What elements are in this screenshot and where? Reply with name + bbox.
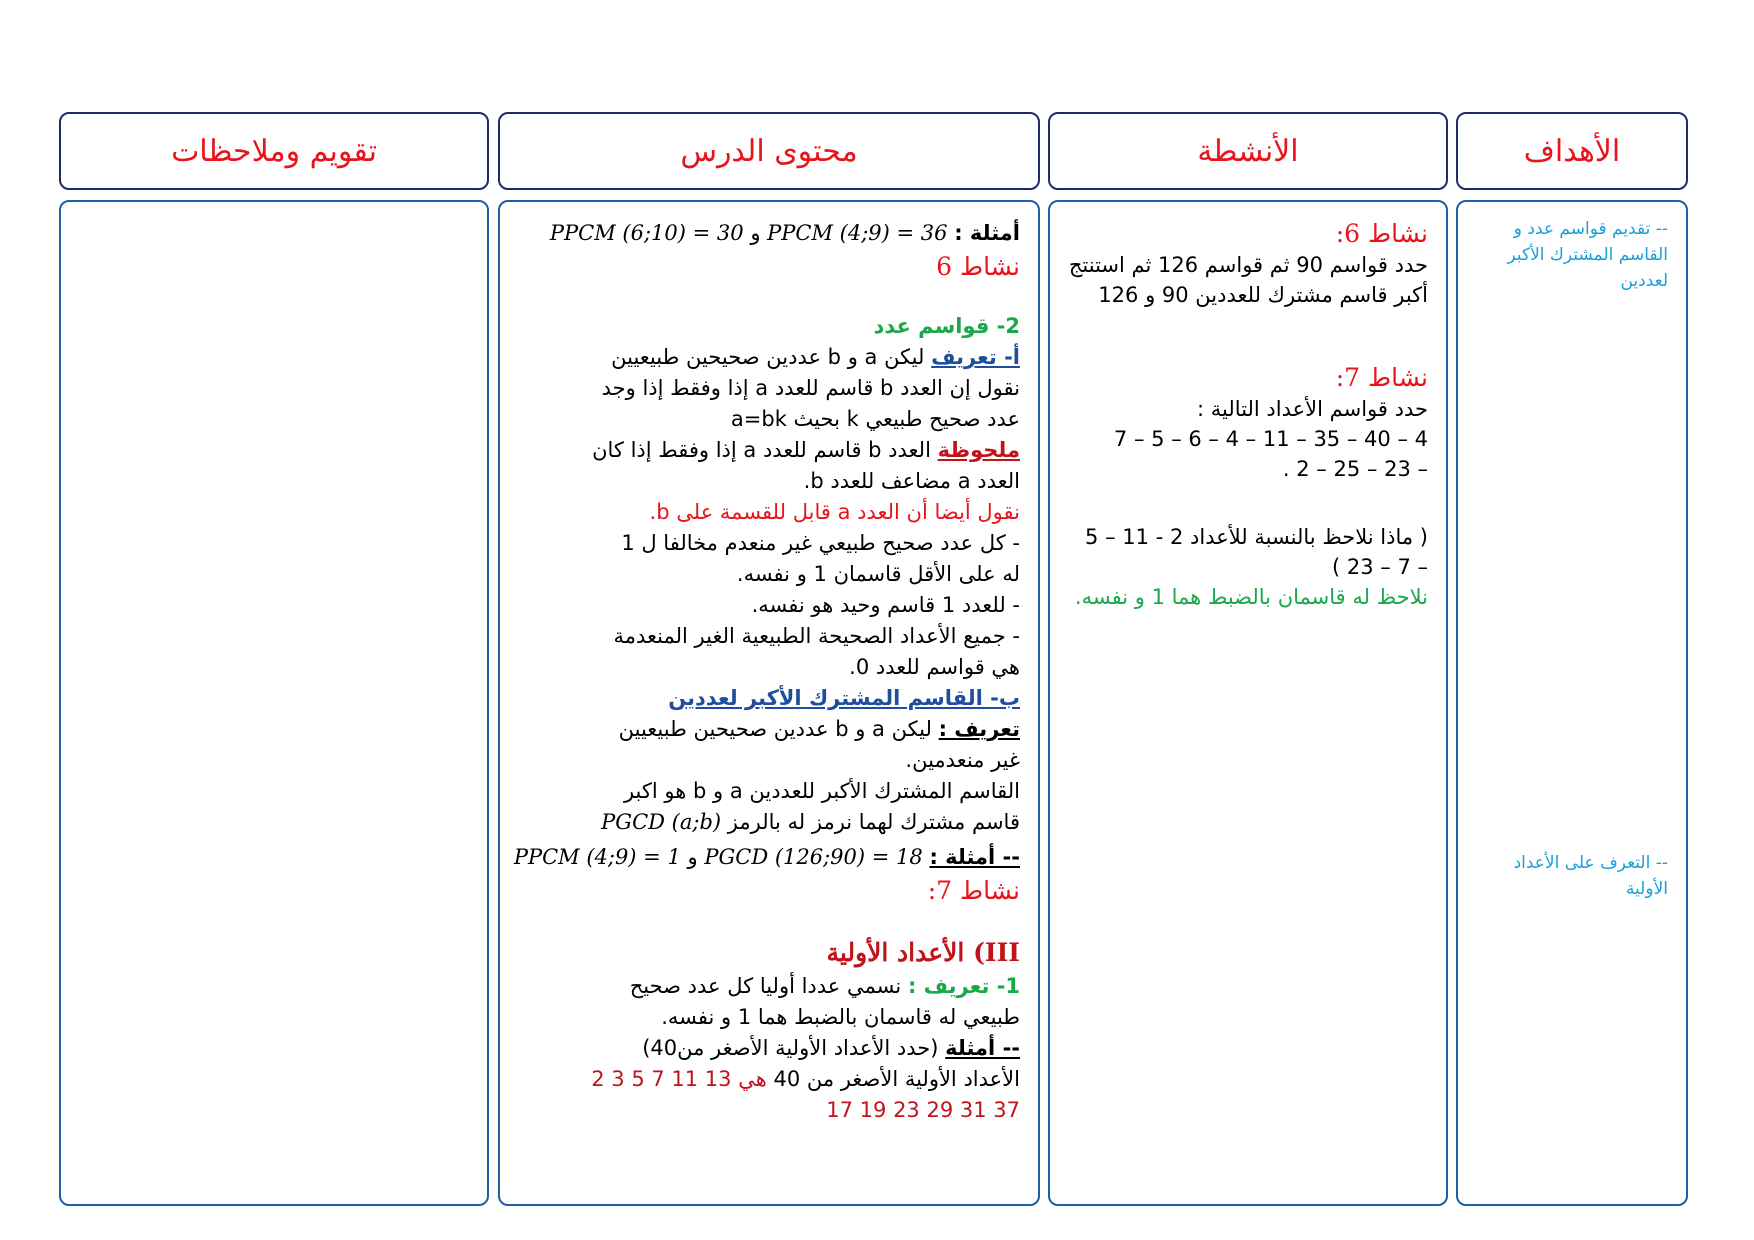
activity7-answer: نلاحظ له قاسمان بالضبط هما 1 و نفسه. bbox=[1074, 585, 1428, 609]
section3-title: III) الأعداد الأولية bbox=[826, 938, 1020, 967]
note-line2: العدد a مضاعف للعدد b. bbox=[803, 469, 1020, 493]
objective-divisors-gcd: -- تقديم قواسم عدد و القاسم المشترك الأكبر لعددين bbox=[1507, 219, 1668, 291]
bullet1-line2: له على الأقل قاسمان 1 و نفسه. bbox=[736, 562, 1020, 586]
prime-list-intro: الأعداد الأولية الأصغر من 40 bbox=[773, 1067, 1020, 1091]
gcd-line4-text: قاسم مشترك لهما نرمز له بالرمز bbox=[727, 810, 1020, 834]
examples-label: أمثلة : bbox=[954, 221, 1020, 245]
activity6-ref: نشاط 6 bbox=[936, 252, 1020, 281]
objective-primes: -- التعرف على الأعداد الأولية bbox=[1513, 853, 1668, 899]
ex2-pgcd: PGCD (126;90) = 18 bbox=[704, 845, 923, 869]
examples-1 bbox=[518, 218, 1020, 249]
prime-def-line2: طبيعي له قاسمان بالضبط هما 1 و نفسه. bbox=[661, 1005, 1020, 1029]
prime-list-numbers-2: 17 19 23 29 31 37 bbox=[826, 1098, 1020, 1122]
objectives-column bbox=[1456, 200, 1688, 1206]
ex1-ppcm-4-9: PPCM (4;9) = 36 bbox=[767, 221, 948, 245]
def-a-label: أ- تعريف bbox=[931, 345, 1020, 369]
note-label: ملحوظة bbox=[937, 438, 1020, 462]
header-objectives-label: الأهداف bbox=[1523, 133, 1621, 169]
bullet2: - للعدد 1 قاسم وحيد هو نفسه. bbox=[751, 593, 1020, 617]
def-a-line3: عدد صحيح طبيعي k بحيث a=bk bbox=[730, 407, 1020, 431]
header-objectives bbox=[1456, 112, 1688, 190]
gcd-title: ب- القاسم المشترك الأكبر لعددين bbox=[668, 686, 1020, 710]
bullet3-line2: هي قواسم للعدد 0. bbox=[849, 655, 1020, 679]
examples-2 bbox=[513, 842, 1020, 873]
bullet1: - كل عدد صحيح طبيعي غير منعدم مخالفا ل 1 bbox=[621, 531, 1020, 555]
evaluation-column bbox=[59, 200, 489, 1206]
bullet3: - جميع الأعداد الصحيحة الطبيعية الغير المنعدمة bbox=[613, 624, 1020, 648]
def-a bbox=[518, 342, 1020, 373]
prime-def-label: 1- تعريف : bbox=[907, 974, 1020, 998]
gcd-def-text: ليكن a و b عددين صحيحين طبيعيين bbox=[618, 717, 932, 741]
activity7-line2: 4 – 40 – 35 – 11 – 4 – 6 – 5 – 7 bbox=[1113, 427, 1428, 451]
header-evaluation bbox=[59, 112, 489, 190]
header-evaluation-label: تقويم وملاحظات bbox=[171, 133, 377, 169]
prime-list-is: هي bbox=[738, 1067, 767, 1091]
activity6-title: نشاط 6: bbox=[1335, 219, 1428, 248]
header-content bbox=[498, 112, 1040, 190]
note bbox=[518, 435, 1020, 466]
section2-title: 2- قواسم عدد bbox=[873, 314, 1020, 338]
note-red: نقول أيضا أن العدد a قابل للقسمة على b. bbox=[649, 500, 1020, 524]
activity7-question: ( ماذا نلاحظ بالنسبة للأعداد 2 - 11 – 5 – 7 – 23 ) bbox=[1085, 525, 1428, 579]
prime-examples bbox=[518, 1033, 1020, 1064]
header-activities-label: الأنشطة bbox=[1197, 133, 1299, 169]
activities-column bbox=[1048, 200, 1448, 1206]
prime-list bbox=[518, 1064, 1020, 1095]
header-activities bbox=[1048, 112, 1448, 190]
activity7-line3: – 23 – 25 – 2 . bbox=[1282, 457, 1428, 481]
ex2-and: و bbox=[687, 845, 698, 869]
activity7-line1: حدد قواسم الأعداد التالية : bbox=[1197, 397, 1428, 421]
header-content-label: محتوى الدرس bbox=[680, 133, 858, 169]
examples2-label: -- أمثلة : bbox=[929, 845, 1020, 869]
ex1-and: و bbox=[750, 221, 761, 245]
def-a-text: ليكن a و b عددين صحيحين طبيعيين bbox=[611, 345, 925, 369]
ex2-ppcm: PPCM (4;9) = 1 bbox=[513, 845, 681, 869]
gcd-symbol: PGCD (a;b) bbox=[601, 810, 722, 834]
activity7-ref: نشاط 7: bbox=[927, 876, 1020, 905]
activity7-title: نشاط 7: bbox=[1335, 363, 1428, 392]
activity6-text: حدد قواسم 90 ثم قواسم 126 ثم استنتج أكبر قاسم مشترك للعددين 90 و 126 bbox=[1068, 253, 1428, 307]
prime-examples-label: -- أمثلة bbox=[945, 1036, 1020, 1060]
gcd-def-label: تعريف : bbox=[938, 717, 1020, 741]
prime-list-line2 bbox=[518, 1095, 1020, 1126]
gcd-line4 bbox=[518, 807, 1020, 838]
gcd-def-line2: غير منعدمين. bbox=[905, 748, 1020, 772]
prime-def-text: نسمي عددا أوليا كل عدد صحيح bbox=[629, 974, 902, 998]
note-text: العدد b قاسم للعدد a إذا وفقط إذا كان bbox=[592, 438, 931, 462]
gcd-line3: القاسم المشترك الأكبر للعددين a و b هو اكبر bbox=[623, 779, 1020, 803]
ex1-ppcm-6-10: PPCM (6;10) = 30 bbox=[549, 221, 744, 245]
def-a-line2: نقول إن العدد b قاسم للعدد a إذا وفقط إذا وجد bbox=[601, 376, 1020, 400]
prime-list-numbers: 2 3 5 7 11 13 bbox=[591, 1067, 732, 1091]
gcd-def bbox=[518, 714, 1020, 745]
prime-def bbox=[518, 971, 1020, 1002]
prime-examples-text: (حدد الأعداد الأولية الأصغر من40) bbox=[642, 1036, 939, 1060]
content-column bbox=[498, 200, 1040, 1206]
